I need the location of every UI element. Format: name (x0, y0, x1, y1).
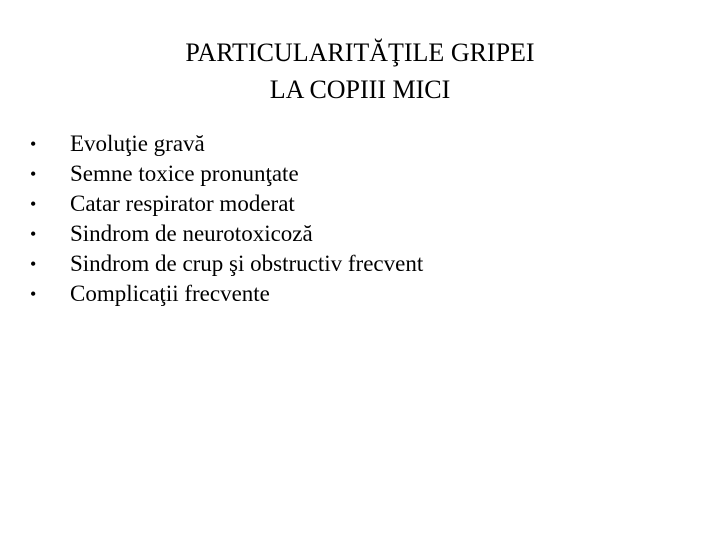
list-item-text: Semne toxice pronunţate (70, 161, 299, 186)
bullet-icon: • (30, 134, 37, 154)
list-item-text: Complicaţii frecvente (70, 281, 270, 306)
list-item-text: Catar respirator moderat (70, 191, 295, 216)
bullet-list (30, 129, 423, 309)
list-item-text: Sindrom de neurotoxicoză (70, 221, 313, 246)
list-item (30, 219, 423, 249)
bullet-icon: • (30, 224, 37, 244)
slide-title (0, 34, 720, 108)
bullet-icon: • (30, 194, 37, 214)
list-item (30, 129, 423, 159)
title-line-2: LA COPIII MICI (269, 75, 451, 104)
list-item-text: Evoluţie gravă (70, 131, 205, 156)
list-item (30, 159, 423, 189)
title-line-1: PARTICULARITĂŢILE GRIPEI (185, 38, 535, 67)
bullet-icon: • (30, 254, 37, 274)
list-item (30, 249, 423, 279)
bullet-icon: • (30, 284, 37, 304)
list-item (30, 279, 423, 309)
list-item (30, 189, 423, 219)
list-item-text: Sindrom de crup şi obstructiv frecvent (70, 251, 424, 276)
bullet-icon: • (30, 164, 37, 184)
